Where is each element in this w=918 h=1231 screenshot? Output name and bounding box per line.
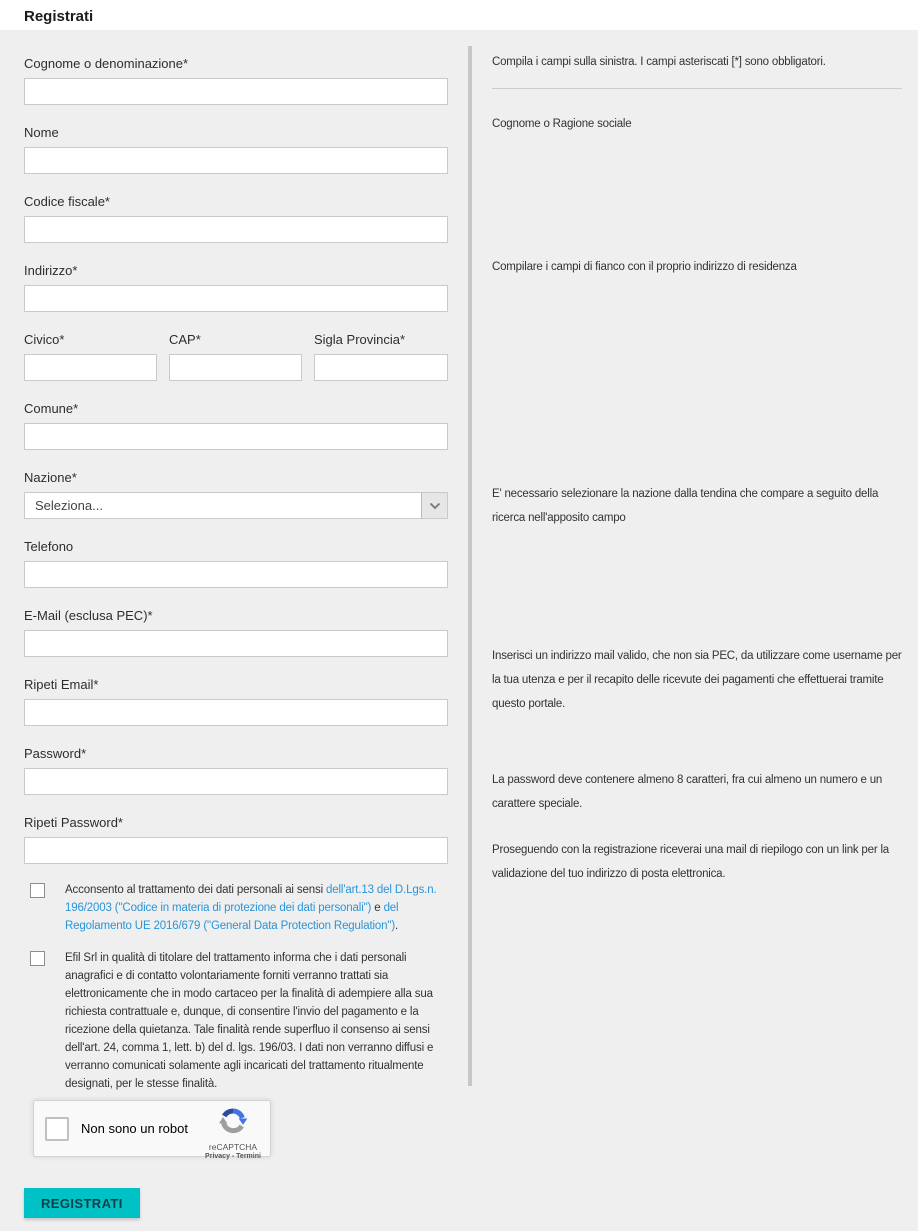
sigla-provincia-input[interactable] <box>314 354 448 381</box>
civico-label: Civico* <box>24 332 65 347</box>
privacy-consent-text <box>65 881 448 935</box>
consent-text-segment: Acconsento al trattamento dei dati personali ai sensi <box>65 884 327 896</box>
telefono-input[interactable] <box>24 561 448 588</box>
registration-form <box>24 30 448 1093</box>
field-group-nome <box>24 125 448 174</box>
ripeti-password-input[interactable] <box>24 837 448 864</box>
email-input[interactable] <box>24 630 448 657</box>
field-group-comune <box>24 401 448 450</box>
help-cognome: Cognome o Ragione sociale <box>492 118 632 130</box>
help-email: Inserisci un indirizzo mail valido, che non sia PEC, da utilizzare come username per la tua utenza e per il recapito delle ricevute dei pagamenti che effettuerai tramite questo portale. <box>492 650 902 710</box>
telefono-label: Telefono <box>24 539 74 554</box>
nazione-label: Nazione* <box>24 470 77 485</box>
recaptcha-privacy-terms-links[interactable]: Privacy - Termini <box>205 1153 261 1160</box>
consent-text-segment: . <box>395 920 399 932</box>
page-title: Registrati <box>24 8 94 25</box>
field-group-telefono <box>24 539 448 588</box>
recaptcha-widget <box>33 1100 271 1160</box>
ripeti-email-label: Ripeti Email* <box>24 677 99 692</box>
consent-law-link[interactable]: del Regolamento UE 2016/679 ("General Data Protection Regulation") <box>65 902 399 932</box>
field-group-codice-fiscale <box>24 194 448 243</box>
cognome-label: Cognome o denominazione* <box>24 56 189 71</box>
email-label: E-Mail (esclusa PEC)* <box>24 608 153 623</box>
data-processing-consent-checkbox[interactable] <box>30 951 45 966</box>
page-header <box>0 0 918 30</box>
field-group-nazione <box>24 470 448 519</box>
address-details-row <box>24 312 448 381</box>
recaptcha-brand-name: reCAPTCHA <box>208 1142 258 1152</box>
help-required-fields: Compila i campi sulla sinistra. I campi asteriscati [*] sono obbligatori. <box>492 56 826 68</box>
field-group-indirizzo <box>24 263 448 312</box>
codice-fiscale-input[interactable] <box>24 216 448 243</box>
chevron-down-icon[interactable] <box>421 493 447 518</box>
column-divider <box>468 46 472 1086</box>
comune-input[interactable] <box>24 423 448 450</box>
cap-input[interactable] <box>169 354 302 381</box>
consent-text-segment: e <box>371 902 384 914</box>
help-section-divider <box>492 88 902 89</box>
password-label: Password* <box>24 746 87 761</box>
nome-input[interactable] <box>24 147 448 174</box>
consent-law-link[interactable]: dell'art.13 del D.Lgs.n. 196/2003 ("Codice in materia di protezione dei dati personali") <box>65 884 437 914</box>
cap-label: CAP* <box>169 332 201 347</box>
field-group-sigla-provincia <box>314 332 448 381</box>
sigla-provincia-label: Sigla Provincia* <box>314 332 406 347</box>
privacy-consent-row <box>24 881 448 935</box>
data-processing-consent-text: Efil Srl in qualità di titolare del trattamento informa che i dati personali anagrafici e di contatto volontariamente forniti verranno trattati sia elettronicamente che in modo cartaceo per la finalità di adempiere alla sua richiesta contrattuale e, dunque, di consentire l'invio del pagamento e la ricezione della quietanza. Tale finalità rende superfluo il consenso ai sensi dell'art. 24, comma 1, lett. b) del d. lgs. 196/03. I dati non verranno diffusi e verranno comunicati solamente agli incaricati del trattamento ritualmente designati, per le stesse finalità. <box>65 952 434 1090</box>
password-input[interactable] <box>24 768 448 795</box>
field-group-password <box>24 746 448 795</box>
nazione-select-value: Seleziona... <box>35 498 103 513</box>
nome-label: Nome <box>24 125 59 140</box>
recaptcha-brand <box>204 1106 262 1160</box>
nazione-select[interactable] <box>24 492 448 519</box>
help-registrazione: Proseguendo con la registrazione riceverai una mail di riepilogo con un link per la validazione del tuo indirizzo di posta elettronica. <box>492 844 889 880</box>
ripeti-email-input[interactable] <box>24 699 448 726</box>
help-indirizzo: Compilare i campi di fianco con il proprio indirizzo di residenza <box>492 261 797 273</box>
indirizzo-input[interactable] <box>24 285 448 312</box>
field-group-civico <box>24 332 157 381</box>
field-group-ripeti-password <box>24 815 448 864</box>
data-processing-consent-row <box>24 949 448 1093</box>
field-group-cap <box>169 332 302 381</box>
ripeti-password-label: Ripeti Password* <box>24 815 123 830</box>
field-group-cognome <box>24 56 448 105</box>
recaptcha-label: Non sono un robot <box>81 1121 188 1136</box>
help-password: La password deve contenere almeno 8 caratteri, fra cui almeno un numero e un carattere speciale. <box>492 774 883 810</box>
comune-label: Comune* <box>24 401 79 416</box>
recaptcha-checkbox[interactable] <box>45 1117 69 1141</box>
help-nazione: E' necessario selezionare la nazione dalla tendina che compare a seguito della ricerca nell'apposito campo <box>492 488 879 524</box>
privacy-consent-checkbox[interactable] <box>30 883 45 898</box>
registrati-button[interactable]: REGISTRATI <box>24 1188 140 1218</box>
field-group-ripeti-email <box>24 677 448 726</box>
codice-fiscale-label: Codice fiscale* <box>24 194 110 209</box>
field-group-email <box>24 608 448 657</box>
indirizzo-label: Indirizzo* <box>24 263 78 278</box>
cognome-input[interactable] <box>24 78 448 105</box>
civico-input[interactable] <box>24 354 157 381</box>
recaptcha-logo-icon <box>218 1106 248 1136</box>
